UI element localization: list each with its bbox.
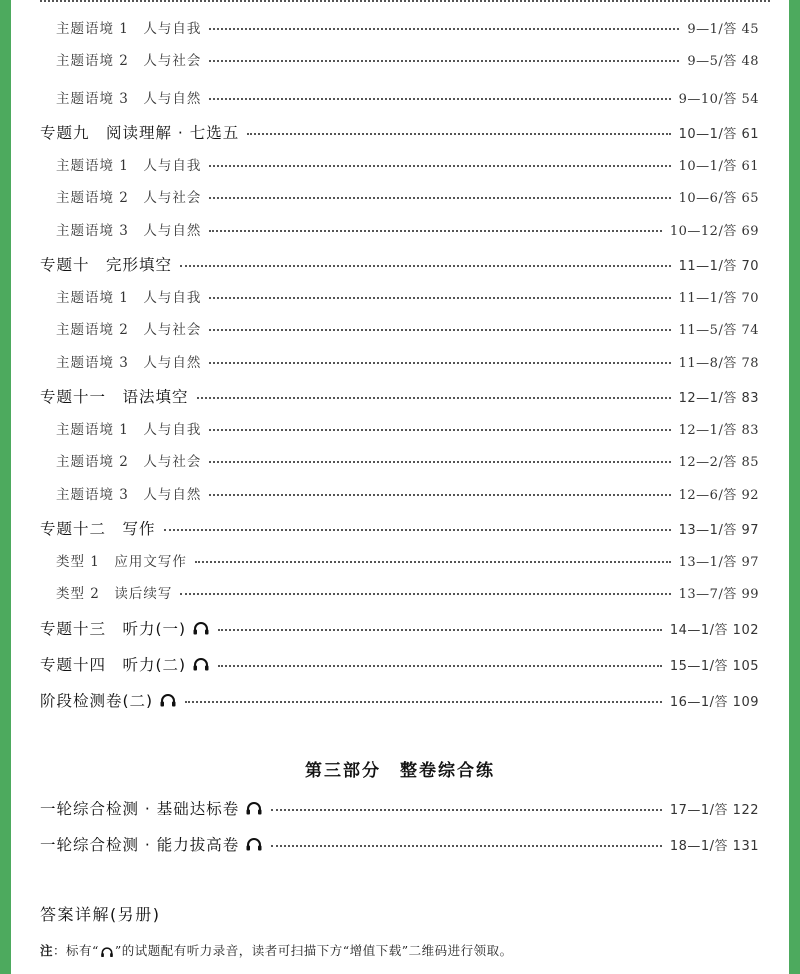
toc-subtopic-row	[56, 154, 759, 174]
entry-label: 主题语境 3 人与自然	[56, 91, 202, 107]
entry-label: 专题十 完形填空	[40, 256, 173, 274]
entry-label: 主题语境 2 人与社会	[56, 190, 202, 206]
dot-leader	[271, 809, 662, 811]
dot-leader	[209, 494, 670, 496]
page-reference: 10—1/答 61	[678, 126, 759, 142]
page-reference: 11—1/答 70	[678, 290, 759, 306]
page-reference: 9—10/答 54	[678, 91, 759, 107]
dot-leader	[209, 230, 661, 232]
section-title: 第三部分 整卷综合练	[305, 761, 495, 781]
page-reference: 12—1/答 83	[678, 390, 759, 406]
entry-label: 主题语境 2 人与社会	[56, 454, 202, 470]
note-prefix: 注	[40, 943, 54, 958]
toc-subtopic-row	[56, 17, 759, 37]
headphones-icon	[245, 801, 263, 815]
entry-label: 主题语境 1 人与自我	[56, 21, 202, 37]
entry-label: 一轮综合检测 · 能力拔高卷	[40, 836, 240, 854]
dot-leader	[197, 397, 671, 399]
page-reference: 12—2/答 85	[678, 454, 759, 470]
toc-subtopic-row	[56, 550, 759, 570]
dot-leader	[209, 429, 670, 431]
page-reference: 11—1/答 70	[678, 258, 759, 274]
headphones-icon	[245, 837, 263, 851]
entry-label: 专题九 阅读理解 · 七选五	[40, 124, 240, 142]
toc-topic-row	[40, 517, 759, 539]
entry-label: 主题语境 3 人与自然	[56, 355, 202, 371]
dot-leader	[164, 529, 671, 531]
page-reference: 14—1/答 102	[669, 622, 759, 638]
page-reference: 13—7/答 99	[678, 586, 759, 602]
dot-leader	[271, 845, 662, 847]
dot-leader	[209, 362, 670, 364]
entry-label: 专题十二 写作	[40, 520, 156, 538]
toc-subtopic-row	[56, 582, 759, 602]
page-reference: 13—1/答 97	[678, 522, 759, 538]
toc-topic-row	[40, 833, 759, 855]
dot-leader	[218, 665, 662, 667]
entry-label: 主题语境 1 人与自我	[56, 158, 202, 174]
dot-leader	[209, 297, 670, 299]
cut-off-top-row	[40, 0, 770, 6]
entry-label: 主题语境 1 人与自我	[56, 290, 202, 306]
toc-topic-row	[40, 797, 759, 819]
toc-subtopic-row	[56, 87, 759, 107]
footnote	[40, 941, 513, 959]
dot-leader	[209, 165, 670, 167]
dot-leader	[209, 98, 670, 100]
page-reference: 11—5/答 74	[678, 322, 759, 338]
page-reference: 18—1/答 131	[669, 838, 759, 854]
toc-subtopic-row	[56, 418, 759, 438]
dot-leader	[209, 197, 670, 199]
page-reference: 17—1/答 122	[669, 802, 759, 818]
page-reference: 10—12/答 69	[669, 223, 759, 239]
toc-subtopic-row	[56, 351, 759, 371]
toc-subtopic-row	[56, 318, 759, 338]
toc-subtopic-row	[56, 286, 759, 306]
dot-leader	[247, 133, 670, 135]
page-reference: 13—1/答 97	[678, 554, 759, 570]
dot-leader	[195, 561, 671, 563]
dot-leader	[180, 265, 671, 267]
dot-leader	[180, 593, 670, 595]
page-reference: 12—6/答 92	[678, 487, 759, 503]
entry-label: 主题语境 3 人与自然	[56, 223, 202, 239]
entry-label: 类型 1 应用文写作	[56, 554, 187, 570]
page-reference: 12—1/答 83	[678, 422, 759, 438]
entry-label: 主题语境 2 人与社会	[56, 322, 202, 338]
dot-leader	[209, 28, 679, 30]
entry-label: 专题十一 语法填空	[40, 388, 189, 406]
toc-page	[11, 0, 789, 974]
toc-topic-row	[40, 121, 759, 143]
page-reference: 9—5/答 48	[687, 53, 759, 69]
entry-label: 主题语境 2 人与社会	[56, 53, 202, 69]
note-part2: ”的试题配有听力录音，读者可扫描下方“增值下载”二维码进行领取。	[114, 943, 513, 958]
dot-leader	[185, 701, 662, 703]
headphones-icon	[159, 693, 177, 707]
page-reference: 11—8/答 78	[678, 355, 759, 371]
dot-leader	[209, 461, 670, 463]
entry-label: 专题十三 听力(一)	[40, 620, 187, 638]
page-reference: 10—1/答 61	[678, 158, 759, 174]
page-reference: 9—1/答 45	[687, 21, 759, 37]
entry-label: 主题语境 3 人与自然	[56, 487, 202, 503]
headphones-icon	[100, 946, 114, 958]
dot-leader	[218, 629, 662, 631]
page-reference: 15—1/答 105	[669, 658, 759, 674]
dot-leader	[209, 60, 679, 62]
entry-label: 类型 2 读后续写	[56, 586, 173, 602]
entry-label: 阶段检测卷(二)	[40, 692, 154, 710]
toc-topic-row	[40, 617, 759, 639]
toc-topic-row	[40, 385, 759, 407]
dot-leader	[209, 329, 670, 331]
toc-subtopic-row	[56, 483, 759, 503]
toc-subtopic-row	[56, 186, 759, 206]
entry-label: 专题十四 听力(二)	[40, 656, 187, 674]
toc-topic-row	[40, 653, 759, 675]
page-reference: 10—6/答 65	[678, 190, 759, 206]
headphones-icon	[192, 657, 210, 671]
answer-title: 答案详解(另册)	[40, 905, 161, 924]
toc-subtopic-row	[56, 219, 759, 239]
headphones-icon	[192, 621, 210, 635]
toc-subtopic-row	[56, 49, 759, 69]
toc-topic-row	[40, 689, 759, 711]
toc-subtopic-row	[56, 450, 759, 470]
note-part1: ：标有“	[53, 943, 99, 958]
entry-label: 一轮综合检测 · 基础达标卷	[40, 800, 240, 818]
toc-topic-row	[40, 253, 759, 275]
page-reference: 16—1/答 109	[669, 694, 759, 710]
entry-label: 主题语境 1 人与自我	[56, 422, 202, 438]
